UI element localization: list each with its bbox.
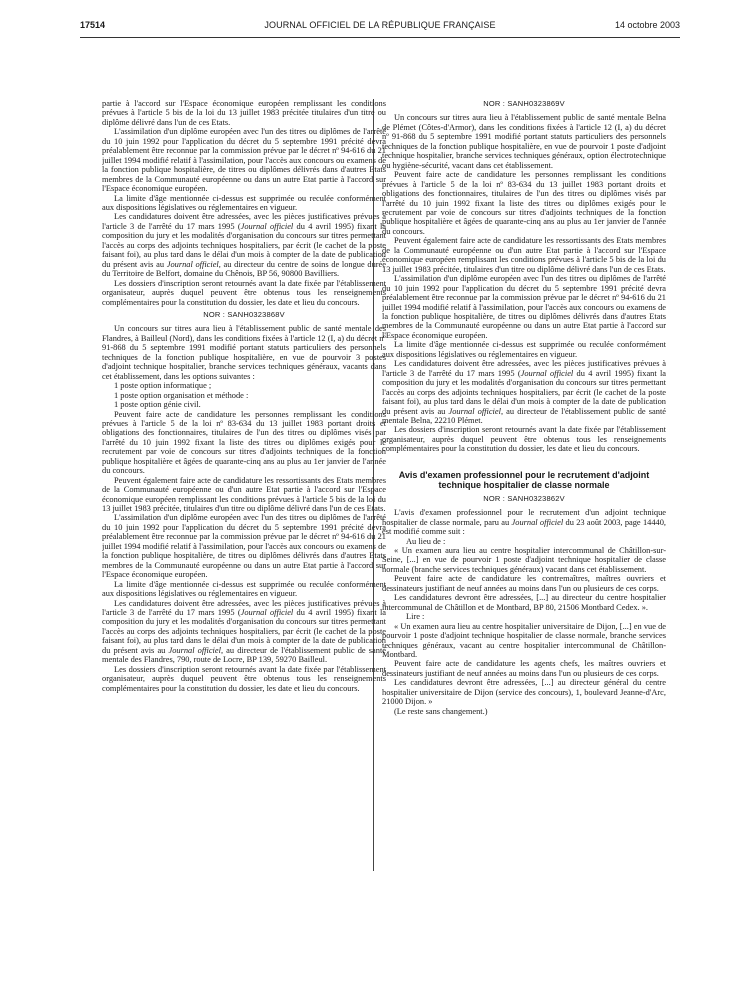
paragraph: Peuvent également faire acte de candidature les ressortissants des Etats membres de la Communauté européenne ou d'un autre Etat partie à l'accord sur l'Espace économique européen remplissant les conditions prévues à l'article 5 bis de la loi du 13 juillet 1983 précitée, titulaires d'un titre ou diplôme délivré dans l'un de ces Etats. [382,236,666,274]
paragraph: L'assimilation d'un diplôme européen avec l'un des titres ou diplômes de l'arrêté du 10 juin 1992 pour l'application du décret du 5 septembre 1991 précité devra préalablement être reconnue par la commission prévue par le décret nº 94-616 du 21 juillet 1994 modifié relatif à l'assimilation, pour l'accès aux concours ou examens de la fonction publique hospitalière, de titres ou diplômes délivrés dans d'autres Etats membres de la Communauté européenne ou dans un autre Etat partie à l'accord sur l'Espace économique européen. [382,274,666,340]
paragraph: Lire : [406,612,425,622]
paragraph: Les candidatures devront être adressées, [...] au directeur général du centre hospitalier universitaire de Dijon (service des concours), 1, boulevard Jeanne-d'Arc, 21000 Dijon. » [382,678,666,707]
section-title: Avis d'examen professionnel pour le recrutement d'adjoint technique hospitalier de classe normale [398,469,650,491]
paragraph: Peuvent faire acte de candidature les contremaîtres, maîtres ouvriers et dessinateurs justifiant de neuf années au moins dans l'un ou plusieurs de ces corps. [382,574,666,593]
paragraph: Les dossiers d'inscription seront retournés avant la date fixée par l'établissement organisateur, auprès duquel peuvent être obtenus tous les renseignements complémentaires pour la constitution du dossier, les date et lieu du concours. [382,425,666,454]
paragraph: L'assimilation d'un diplôme européen avec l'un des titres ou diplômes de l'arrêté du 10 juin 1992 pour l'application du décret du 5 septembre 1991 précité devra préalablement être reconnue par la commission prévue par le décret nº 94-616 du 21 juillet 1994 modifié relatif à l'assimilation, pour l'accès aux concours ou examens de la fonction publique hospitalière, de titres ou diplômes délivrés dans d'autres Etats membres de la Communauté européenne ou dans un autre Etat partie à l'accord sur l'Espace économique européen. [102,127,386,194]
paragraph: Les candidatures doivent être adressées, avec les pièces justificatives prévues à l'article 3 de l'arrêté du 17 mars 1995 (Journal officiel du 4 avril 1995) fixant la composition du jury et les modalités d'organisation du concours sur titres permettant l'accès au corps des adjoints techniques hospitaliers, par écrit (le cachet de la poste faisant foi), au plus tard dans le délai d'un mois à compter de la date de publication du présent avis au Journal officiel, au directeur de l'établissement public de santé mentale Belna, 22210 Plémet. [382,359,666,425]
paragraph: Peuvent faire acte de candidature les personnes remplissant les conditions prévues à l'article 5 de la loi nº 83-634 du 13 juillet 1983 portant droits et obligations des fonctionnaires, titulaires de l'un des titres ou diplômes visés par l'arrêté du 10 juin 1992 fixant la liste des titres ou diplômes exigés pour le recrutement par voie de concours sur titres d'adjoints techniques de la fonction publique hospitalière et âgées de quarante-cinq ans au plus au 1er janvier de l'année du concours. [102,409,386,476]
journal-title: JOURNAL OFFICIEL DE LA RÉPUBLIQUE FRANÇAISE [264,20,496,30]
left-column [102,99,386,979]
paragraph: Au lieu de : [406,536,446,546]
paragraph: (Le reste sans changement.) [394,706,488,716]
paragraph: Un concours sur titres aura lieu à l'établissement public de santé mentale Belna de Plémet (Côtes-d'Armor), dans les conditions fixées à l'article 12 (I, a) du décret nº 91-868 du 5 septembre 1991 modifié portant statuts particuliers des personnels techniques de la fonction publique hospitalière, en vue de pourvoir 1 poste d'adjoint technique hospitalier, branche services techniques généraux, option électrotechnique ou hygiène-sécurité, vacant dans cet établissement. [382,113,666,170]
paragraph: Les candidatures doivent être adressées, avec les pièces justificatives prévues à l'article 3 de l'arrêté du 17 mars 1995 (Journal officiel du 4 avril 1995) fixant la composition du jury et les modalités d'organisation du concours sur titres permettant l'accès au corps des adjoints techniques hospitaliers, par écrit (le cachet de la poste faisant foi), au plus tard dans le délai d'un mois à compter de la date de publication du présent avis au Journal officiel, au directeur du centre de soins de longue durée du Territoire de Belfort, domaine du Chênois, BP 56, 90800 Bavilliers. [102,212,386,279]
nor-reference: NOR : SANH0323868V [203,309,285,319]
paragraph: Peuvent faire acte de candidature les personnes remplissant les conditions prévues à l'article 5 de la loi nº 83-634 du 13 juillet 1983 portant droits et obligations des fonctionnaires, titulaires de l'un des titres ou diplômes visés par l'arrêté du 10 juin 1992 fixant la liste des titres ou diplômes exigés pour le recrutement par voie de concours sur titres d'adjoints techniques de la fonction publique hospitalière et âgées de quarante-cinq ans au plus au 1er janvier de l'année du concours. [382,170,666,236]
paragraph: « Un examen aura lieu au centre hospitalier intercommunal de Châtillon-sur-Seine, [...] en vue de pourvoir 1 poste d'adjoint technique hospitalier de classe normale (branche services techniques généraux) vacant dans cet établissement. [382,546,666,574]
paragraph: L'avis d'examen professionnel pour le recrutement d'un adjoint technique hospitalier de classe normale, paru au Journal officiel du 23 août 2003, page 14440, est modifié comme suit : [382,508,666,537]
nor-reference: NOR : SANH0323862V [483,493,565,503]
page-number: 17514 [80,20,106,30]
paragraph: La limite d'âge mentionnée ci-dessus est supprimée ou reculée conformément aux dispositions législatives ou réglementaires en vigueur. [102,579,386,599]
paragraph: « Un examen aura lieu au centre hospitalier universitaire de Dijon, [...] en vue de pourvoir 1 poste d'adjoint technique hospitalier de classe normale, branche services techniques généraux, vacant au centre hospitalier intercommunal de Châtillon-Montbard. [382,621,666,660]
option-item: 1 poste option informatique ; [114,381,212,391]
paragraph: La limite d'âge mentionnée ci-dessus est supprimée ou reculée conformément aux dispositions législatives ou réglementaires en vigueur. [382,340,666,359]
page-header [80,20,680,34]
right-column [382,99,666,979]
paragraph: Les dossiers d'inscription seront retournés avant la date fixée par l'établissement organisateur, auprès duquel peuvent être obtenus tous les renseignements complémentaires pour la constitution du dossier, les date et lieu du concours. [102,278,386,307]
header-rule [80,37,680,38]
paragraph: Les dossiers d'inscription seront retournés avant la date fixée par l'établissement organisateur, auprès duquel peuvent être obtenus tous les renseignements complémentaires pour la constitution du dossier, les date et lieu du concours. [102,664,386,693]
option-item: 1 poste option organisation et méthode : [114,390,249,400]
paragraph: Un concours sur titres aura lieu à l'établissement public de santé mentale des Flandres, à Bailleul (Nord), dans les conditions fixées à l'article 12 (I, a) du décret nº 91-868 du 5 septembre 1991 modifié portant statuts particuliers des personnels techniques de la fonction publique hospitalière, en vue de pourvoir 3 postes d'adjoint technique hospitalier, branche services techniques généraux, vacants dans cet établissement, dans les options suivantes : [102,324,386,381]
paragraph: Les candidatures devront être adressées, [...] au directeur du centre hospitalier intercommunal de Châtillon et de Montbard, BP 80, 21506 Montbard Cedex. ». [382,593,666,612]
option-item: 1 poste option génie civil. [114,400,201,410]
paragraph: partie à l'accord sur l'Espace économique européen remplissant les conditions prévues à l'article 5 bis de la loi du 13 juillet 1983 précitée titulaires d'un titre ou diplôme délivré dans l'un de ces Etats. [102,99,386,127]
paragraph: Peuvent faire acte de candidature les agents chefs, les maîtres ouvriers et dessinateurs justifiant de neuf années au moins dans l'un ou plusieurs de ces corps. [382,659,666,678]
paragraph: L'assimilation d'un diplôme européen avec l'un des titres ou diplômes de l'arrêté du 10 juin 1992 pour l'application du décret du 5 septembre 1991 précité devra préalablement être reconnue par la commission prévue par le décret nº 94-616 du 21 juillet 1994 modifié relatif à l'assimilation, pour l'accès aux concours ou examens de la fonction publique hospitalière, de titres ou diplômes délivrés dans d'autres Etats membres de la Communauté européenne ou dans un autre Etat partie à l'accord sur l'Espace économique européen. [102,513,386,580]
paragraph: Les candidatures doivent être adressées, avec les pièces justificatives prévues à l'article 3 de l'arrêté du 17 mars 1995 (Journal officiel du 4 avril 1995) fixant la composition du jury et les modalités d'organisation du concours sur titres permettant l'accès au corps des adjoints techniques hospitaliers, par écrit (le cachet de la poste faisant foi), au plus tard dans le délai d'un mois à compter de la date de publication du présent avis au Journal officiel, au directeur de l'établissement public de santé mentale des Flandres, 790, route de Locre, BP 139, 59270 Bailleul. [102,598,386,665]
issue-date: 14 octobre 2003 [614,20,680,30]
paragraph: Peuvent également faire acte de candidature les ressortissants des Etats membres de la Communauté européenne ou d'un autre Etat partie à l'accord sur l'Espace économique européen remplissant les conditions prévues à l'article 5 bis de la loi du 13 juillet 1983 précitée, titulaires d'un titre ou diplôme délivré dans l'un de ces Etats. [102,475,386,514]
paragraph: La limite d'âge mentionnée ci-dessus est supprimée ou reculée conformément aux dispositions législatives ou réglementaires en vigueur. [102,193,386,212]
nor-reference: NOR : SANH0323869V [483,99,565,108]
